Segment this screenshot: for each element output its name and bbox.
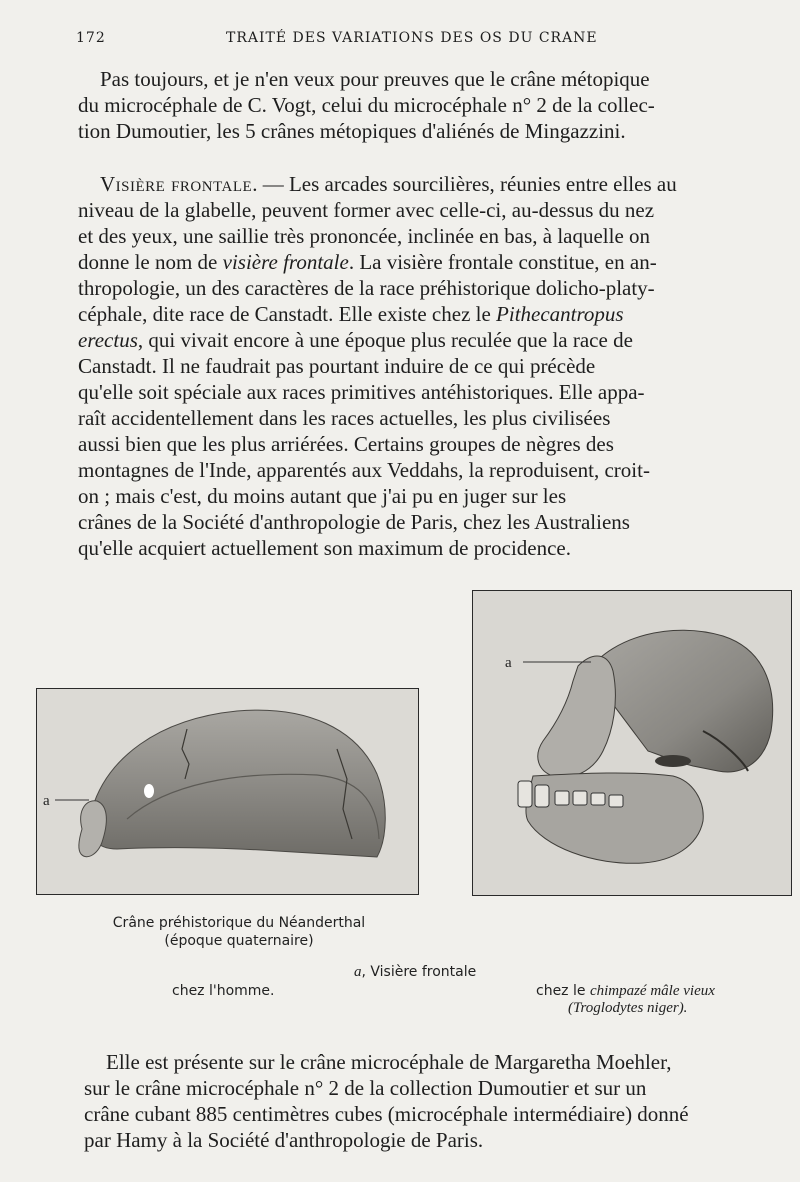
running-header <box>76 30 776 54</box>
section-heading: Visière frontale <box>100 172 253 196</box>
text-fragment: . La visière frontale constitue, en an- <box>348 250 657 274</box>
text-line: aussi bien que les plus arriérées. Certains groupes de nègres des <box>78 432 614 456</box>
left-caption-line3: chez l'homme. <box>172 983 275 999</box>
text-line: qu'elle soit spéciale aux races primitives antéhistoriques. Elle appa- <box>78 380 645 404</box>
left-caption <box>74 915 404 949</box>
text-line <box>78 171 758 197</box>
italic-term: visière frontale <box>222 250 349 274</box>
italic-term: erectus <box>78 328 138 352</box>
page-number: 172 <box>76 30 106 46</box>
text-line <box>78 301 758 327</box>
paragraph-2 <box>78 171 758 561</box>
running-title: TRAITÉ DES VARIATIONS DES OS DU CRANE <box>226 30 598 46</box>
text-fragment: , qui vivait encore à une époque plus reculée que la race de <box>137 328 633 352</box>
text-line: montagnes de l'Inde, apparentés aux Veddahs, la reproduisent, croit- <box>78 458 650 482</box>
right-caption-line2 <box>568 1000 687 1017</box>
text-line: crâne cubant 885 centimètres cubes (microcéphale intermédiaire) donné <box>84 1102 689 1126</box>
chimpanzee-skull-figure <box>472 590 792 896</box>
text-line: Elle est présente sur le crâne microcéphale de Margaretha Moehler, <box>106 1050 672 1074</box>
caption-line: Crâne préhistorique du Néanderthal <box>112 915 366 931</box>
caption-letter: a <box>354 964 362 980</box>
text-fragment: Les arcades sourcilières, réunies entre elles au <box>288 172 677 196</box>
neanderthal-skull-illustration <box>37 689 418 894</box>
text-line <box>78 327 758 353</box>
text-line: niveau de la glabelle, peuvent former avec celle-ci, au-dessus du nez <box>78 198 655 222</box>
right-caption <box>536 983 715 1000</box>
text-line: qu'elle acquiert actuellement son maximum de procidence. <box>78 536 572 560</box>
chimpanzee-skull-illustration <box>473 591 791 895</box>
caption-italic: chimpazé mâle vieux <box>589 983 715 999</box>
text-line: et des yeux, une saillie très prononcée, inclinée en bas, à laquelle on <box>78 224 651 248</box>
text-line: Pas toujours, et je n'en veux pour preuves que le crâne métopique <box>100 67 650 91</box>
caption-text: , Visière frontale <box>361 964 477 980</box>
text-line: crânes de la Société d'anthropologie de Paris, chez les Australiens <box>78 510 630 534</box>
italic-term: Pithecantropus <box>496 302 624 326</box>
text-fragment: donne le nom de <box>78 250 223 274</box>
text-line <box>78 249 758 275</box>
text-line: du microcéphale de C. Vogt, celui du microcéphale n° 2 de la collec- <box>78 93 655 117</box>
neanderthal-skull-figure <box>36 688 419 895</box>
text-line: raît accidentellement dans les races actuelles, les plus civilisées <box>78 406 611 430</box>
center-caption <box>354 964 476 981</box>
text-line: thropologie, un des caractères de la race préhistorique dolicho-platy- <box>78 276 655 300</box>
paragraph-1 <box>78 66 758 144</box>
text-line: Canstadt. Il ne faudrait pas pourtant induire de ce qui précède <box>78 354 596 378</box>
figure-label-a: a <box>505 655 512 671</box>
figure-label-a: a <box>43 793 50 809</box>
caption-text: chez le <box>536 983 590 999</box>
paragraph-3 <box>84 1049 764 1153</box>
caption-italic: (Troglodytes niger). <box>568 1000 688 1016</box>
text-line: tion Dumoutier, les 5 crânes métopiques d'aliénés de Mingazzini. <box>78 119 626 143</box>
caption-line: (époque quaternaire) <box>164 933 314 949</box>
text-fragment: céphale, dite race de Canstadt. Elle existe chez le <box>78 302 497 326</box>
text-line: on ; mais c'est, du moins autant que j'ai pu en juger sur les <box>78 484 567 508</box>
heading-dash: . — <box>252 172 289 196</box>
text-line: sur le crâne microcéphale n° 2 de la collection Dumoutier et sur un <box>84 1076 647 1100</box>
text-line: par Hamy à la Société d'anthropologie de Paris. <box>84 1128 484 1152</box>
